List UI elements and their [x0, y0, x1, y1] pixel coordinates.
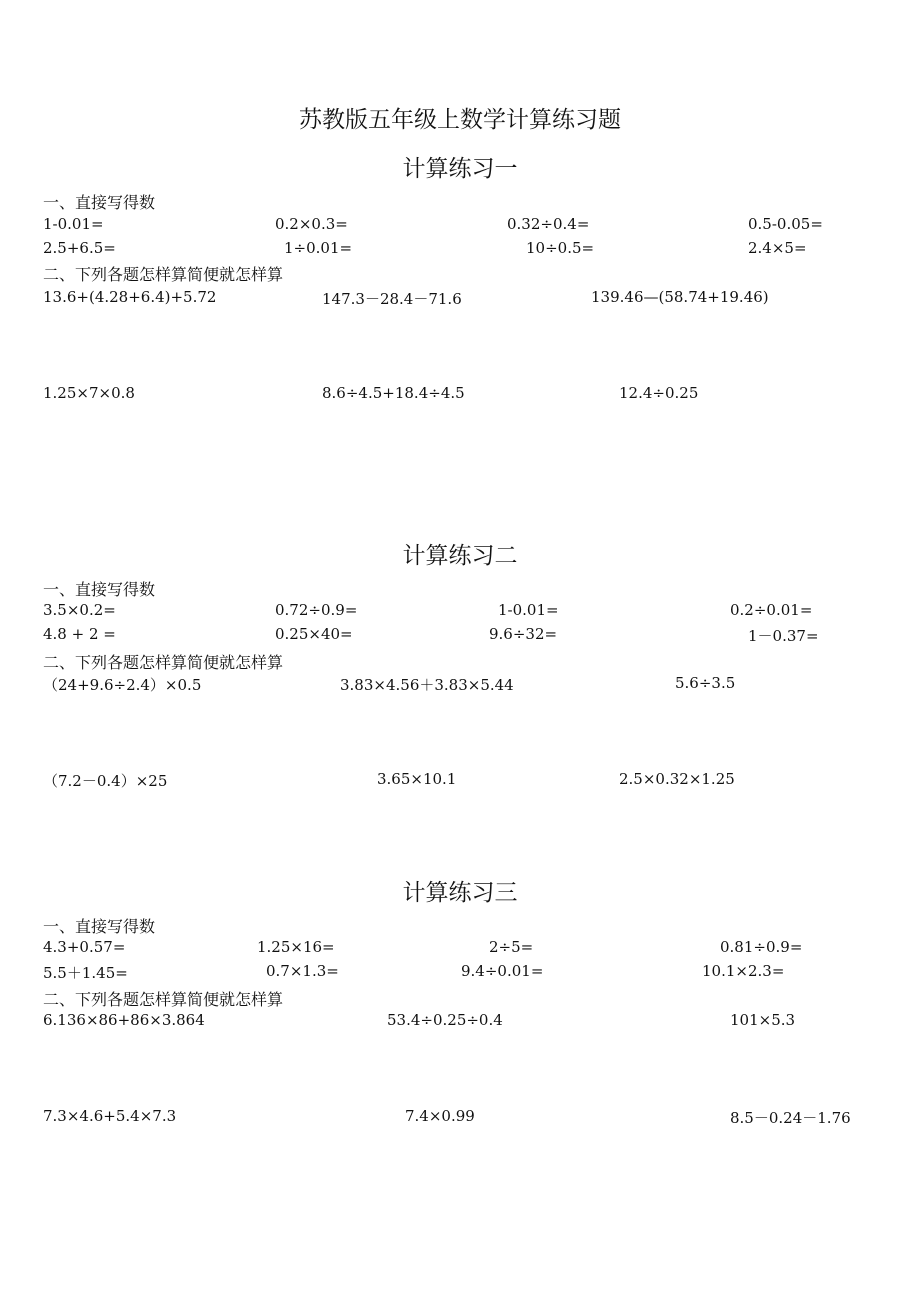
oral-item: 3.5×0.2= [43, 601, 116, 619]
oral-item: 0.7×1.3= [266, 962, 339, 980]
oral-item: 10.1×2.3= [702, 962, 785, 980]
calc-item: 3.83×4.56＋3.83×5.44 [340, 676, 514, 694]
calc-item: （24+9.6÷2.4）×0.5 [43, 676, 202, 694]
oral-item: 0.72÷0.9= [275, 601, 358, 619]
calc-item: 6.136×86+86×3.864 [43, 1011, 205, 1029]
oral-item: 0.5-0.05= [748, 215, 823, 233]
calc-item: 1.25×7×0.8 [43, 384, 135, 402]
part-heading: 二、下列各题怎样算简便就怎样算 [43, 990, 284, 1009]
calc-item: （7.2－0.4）×25 [43, 772, 168, 790]
oral-item: 0.2×0.3= [275, 215, 348, 233]
calc-item: 13.6+(4.28+6.4)+5.72 [43, 288, 217, 306]
oral-item: 2÷5= [489, 938, 534, 956]
part-heading: 一、直接写得数 [43, 193, 156, 212]
oral-item: 0.2÷0.01= [730, 601, 813, 619]
oral-item: 0.25×40= [275, 625, 353, 643]
part-heading: 一、直接写得数 [43, 580, 156, 599]
part-heading: 一、直接写得数 [43, 917, 156, 936]
oral-item: 1-0.01= [498, 601, 559, 619]
calc-item: 101×5.3 [730, 1011, 796, 1029]
oral-item: 0.81÷0.9= [720, 938, 803, 956]
part-heading: 二、下列各题怎样算简便就怎样算 [43, 653, 284, 672]
calc-item: 147.3－28.4－71.6 [322, 290, 462, 308]
oral-item: 9.4÷0.01= [461, 962, 544, 980]
calc-item: 139.46—(58.74+19.46) [591, 288, 769, 306]
page-title: 苏教版五年级上数学计算练习题 [299, 107, 621, 133]
section-title: 计算练习三 [402, 880, 518, 906]
oral-item: 5.5＋1.45= [43, 964, 128, 982]
oral-item: 4.8 + 2 = [43, 625, 116, 643]
oral-item: 1÷0.01= [284, 239, 353, 257]
calc-item: 8.5－0.24－1.76 [730, 1109, 851, 1127]
calc-item: 7.3×4.6+5.4×7.3 [43, 1107, 177, 1125]
section-title: 计算练习一 [402, 156, 518, 182]
oral-item: 1-0.01= [43, 215, 104, 233]
part-heading: 二、下列各题怎样算简便就怎样算 [43, 265, 284, 284]
oral-item: 2.4×5= [748, 239, 807, 257]
oral-item: 0.32÷0.4= [507, 215, 590, 233]
oral-item: 9.6÷32= [489, 625, 558, 643]
oral-item: 1.25×16= [257, 938, 335, 956]
oral-item: 1－0.37= [748, 627, 819, 645]
oral-item: 4.3+0.57= [43, 938, 126, 956]
oral-item: 2.5+6.5= [43, 239, 116, 257]
calc-item: 2.5×0.32×1.25 [619, 770, 735, 788]
calc-item: 53.4÷0.25÷0.4 [387, 1011, 503, 1029]
calc-item: 12.4÷0.25 [619, 384, 699, 402]
section-title: 计算练习二 [402, 543, 518, 569]
calc-item: 8.6÷4.5+18.4÷4.5 [322, 384, 465, 402]
calc-item: 3.65×10.1 [377, 770, 457, 788]
calc-item: 5.6÷3.5 [675, 674, 736, 692]
calc-item: 7.4×0.99 [405, 1107, 475, 1125]
oral-item: 10÷0.5= [526, 239, 595, 257]
